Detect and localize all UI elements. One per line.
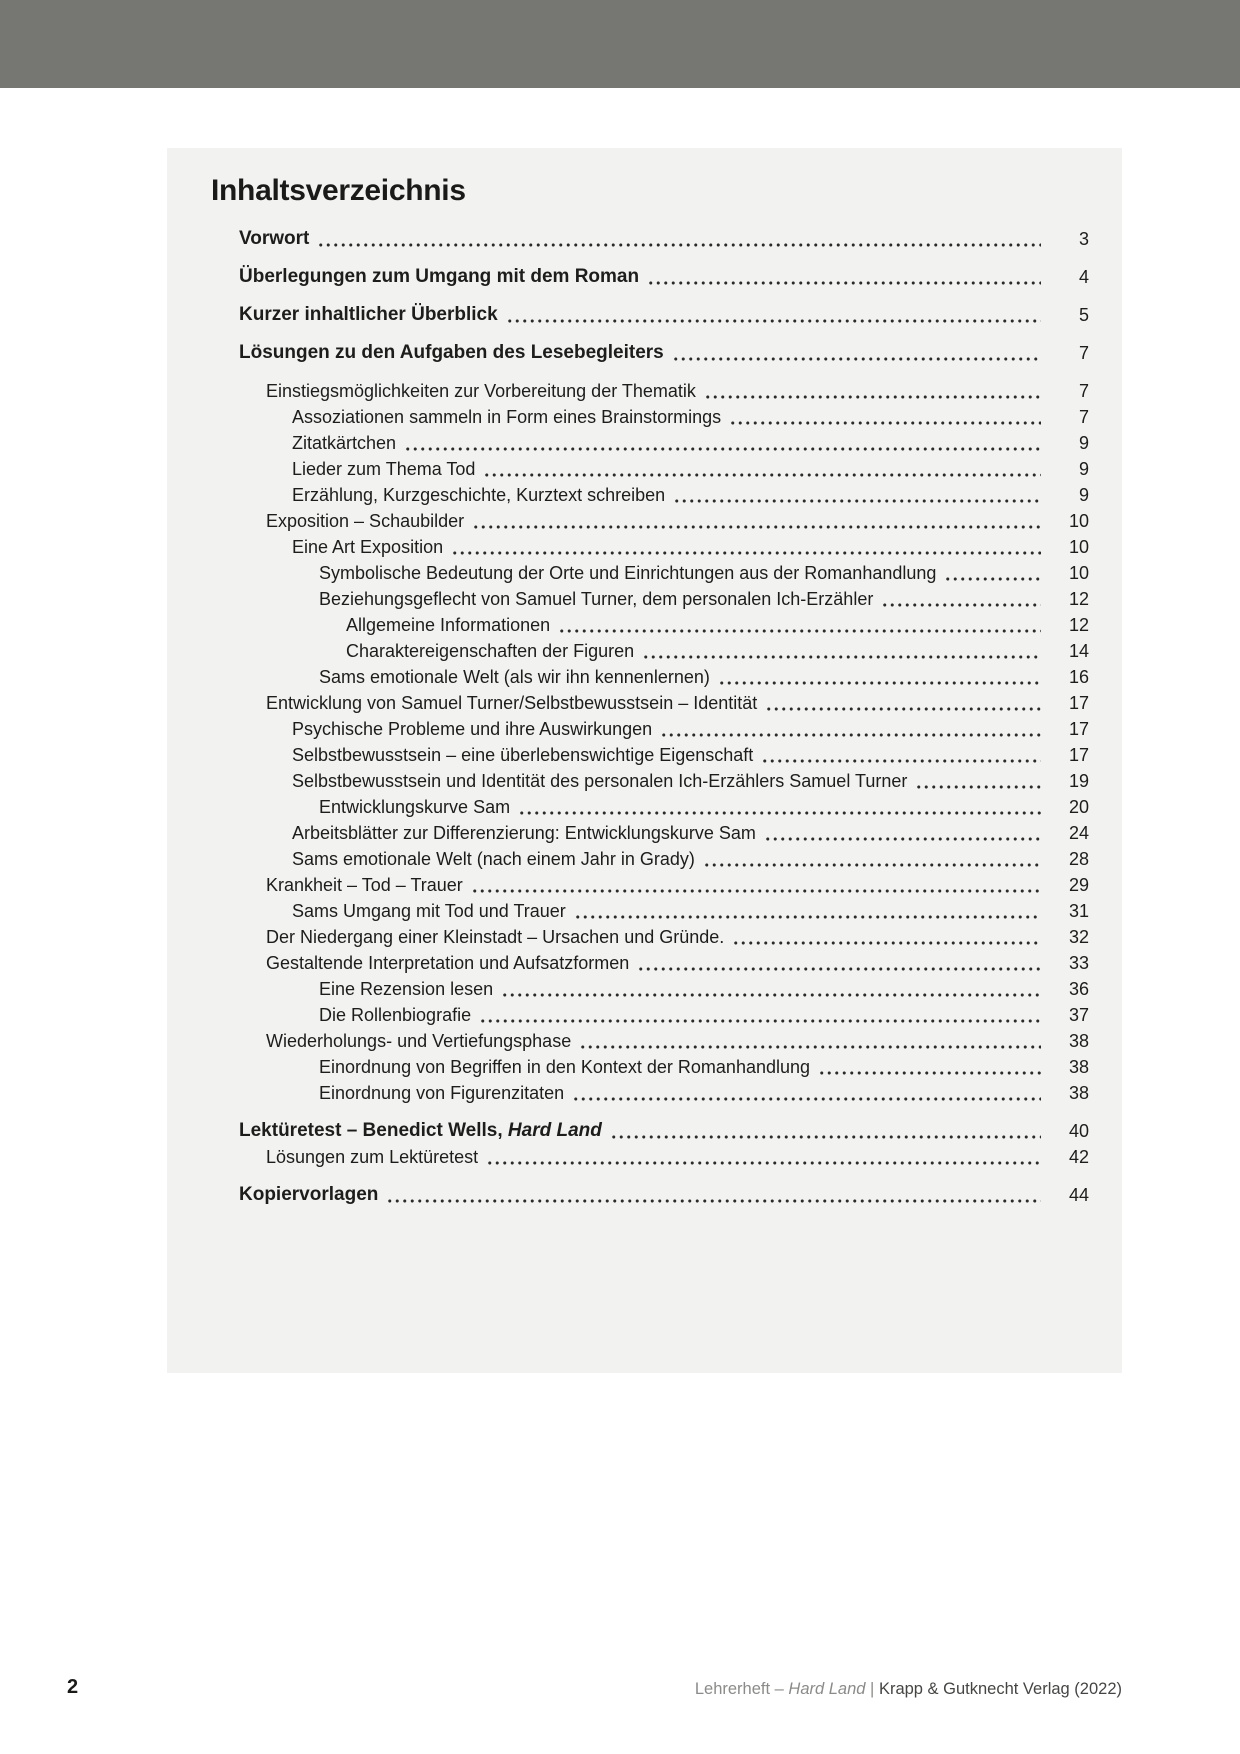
toc-entry	[239, 482, 1089, 508]
dot-leader	[506, 302, 1041, 328]
toc-entry-page: 9	[1078, 485, 1089, 505]
toc-entry	[239, 430, 1089, 456]
toc-entry-label: Wiederholungs- und Vertiefungsphase	[266, 1031, 572, 1051]
toc-entry-label: Einstiegsmöglichkeiten zur Vorbereitung der Thematik	[266, 381, 696, 401]
toc-entry-page: 37	[1068, 1005, 1089, 1025]
dot-leader	[704, 378, 1041, 404]
dot-leader	[471, 872, 1041, 898]
toc-entry-label: Entwicklung von Samuel Turner/Selbstbewusstsein – Identität	[266, 693, 758, 713]
toc-entry	[239, 794, 1089, 820]
toc-entry-label: Exposition – Schaubilder	[266, 511, 465, 531]
toc-entry-label: Überlegungen zum Umgang mit dem Roman	[239, 266, 640, 287]
toc-entry-label: Charaktereigenschaften der Figuren	[346, 641, 635, 661]
toc-panel	[167, 148, 1122, 1373]
toc-entry	[239, 716, 1089, 742]
toc-entry	[239, 1028, 1089, 1054]
dot-leader	[486, 1144, 1041, 1170]
toc-entry-label: Sams emotionale Welt (als wir ihn kennenlernen)	[319, 667, 710, 687]
dot-leader	[703, 846, 1041, 872]
dot-leader	[479, 1002, 1041, 1028]
dot-leader	[642, 638, 1041, 664]
toc-entry-page: 14	[1068, 641, 1089, 661]
footer-publisher: Krapp & Gutknecht Verlag (2022)	[878, 1680, 1122, 1698]
toc-entry-page: 17	[1068, 745, 1089, 765]
dot-leader	[610, 1118, 1041, 1144]
toc-entry-page: 9	[1078, 433, 1089, 453]
dot-leader	[404, 430, 1041, 456]
dot-leader	[944, 560, 1041, 586]
dot-leader	[637, 950, 1041, 976]
toc-entry	[239, 1182, 1089, 1208]
toc-entry-page: 44	[1068, 1185, 1089, 1205]
toc-entry	[239, 976, 1089, 1002]
toc-entry	[239, 612, 1089, 638]
toc-entry-label: Symbolische Bedeutung der Orte und Einrichtungen aus der Romanhandlung	[319, 563, 937, 583]
page-footer	[0, 1672, 1240, 1712]
toc-entry-label: Lektüretest – Benedict Wells, Hard Land	[239, 1120, 602, 1141]
toc-entry-label: Assoziationen sammeln in Form eines Brainstormings	[292, 407, 722, 427]
toc-entry-label: Die Rollenbiografie	[319, 1005, 472, 1025]
toc-entry-page: 12	[1068, 589, 1089, 609]
toc-entry	[239, 404, 1089, 430]
footer-separator: |	[865, 1680, 879, 1698]
footer-booklet-label: Lehrerheft –	[694, 1680, 789, 1698]
toc-entry-page: 7	[1078, 407, 1089, 427]
toc-entry-label: Sams emotionale Welt (nach einem Jahr in Grady)	[292, 849, 695, 869]
toc-entry-page: 24	[1068, 823, 1089, 843]
toc-entry	[239, 302, 1089, 328]
toc-entry-page: 10	[1068, 563, 1089, 583]
toc-entry	[239, 924, 1089, 950]
toc-entry-page: 16	[1068, 667, 1089, 687]
toc-entry-label: Kurzer inhaltlicher Überblick	[239, 304, 498, 325]
toc-entry-label: Selbstbewusstsein – eine überlebenswichtige Eigenschaft	[292, 745, 754, 765]
toc-entry-label: Arbeitsblätter zur Differenzierung: Entwicklungskurve Sam	[292, 823, 756, 843]
dot-leader	[647, 264, 1041, 290]
toc-entry	[239, 508, 1089, 534]
dot-leader	[764, 820, 1041, 846]
toc-entry-label: Zitatkärtchen	[292, 433, 397, 453]
toc-entry-page: 32	[1068, 927, 1089, 947]
toc-entry-label: Lösungen zum Lektüretest	[266, 1147, 479, 1167]
toc-entry	[239, 1144, 1089, 1170]
toc-entry-page: 7	[1078, 381, 1089, 401]
toc-entry	[239, 820, 1089, 846]
toc-entry-page: 7	[1078, 343, 1089, 363]
dot-leader	[483, 456, 1041, 482]
page-title: Inhaltsverzeichnis	[211, 174, 466, 207]
dot-leader	[881, 586, 1041, 612]
toc-entry-page: 40	[1068, 1121, 1089, 1141]
toc-entry-label: Eine Art Exposition	[292, 537, 444, 557]
header-band	[0, 0, 1240, 88]
toc-entry-page: 17	[1068, 693, 1089, 713]
toc-entry	[239, 1054, 1089, 1080]
toc-entry-label: Allgemeine Informationen	[346, 615, 551, 635]
toc-entry-page: 38	[1068, 1031, 1089, 1051]
dot-leader	[732, 924, 1041, 950]
toc-list	[211, 226, 1089, 1208]
toc-entry	[239, 690, 1089, 716]
toc-entry-page: 5	[1078, 305, 1089, 325]
toc-entry-label: Erzählung, Kurzgeschichte, Kurztext schreiben	[292, 485, 666, 505]
toc-entry-page: 19	[1068, 771, 1089, 791]
toc-entry-label: Lieder zum Thema Tod	[292, 459, 476, 479]
toc-entry-label: Selbstbewusstsein und Identität des personalen Ich-Erzählers Samuel Turner	[292, 771, 908, 791]
toc-entry-label: Der Niedergang einer Kleinstadt – Ursachen und Gründe.	[266, 927, 725, 947]
dot-leader	[572, 1080, 1041, 1106]
toc-entry	[239, 1002, 1089, 1028]
toc-entry-label: Vorwort	[239, 228, 310, 249]
toc-entry-label: Lösungen zu den Aufgaben des Lesebegleiters	[239, 342, 664, 363]
toc-entry-page: 10	[1068, 537, 1089, 557]
dot-leader	[765, 690, 1041, 716]
toc-entry-page: 20	[1068, 797, 1089, 817]
toc-entry	[239, 742, 1089, 768]
toc-entry-page: 17	[1068, 719, 1089, 739]
toc-entry	[239, 1118, 1089, 1144]
toc-entry-label: Einordnung von Figurenzitaten	[319, 1083, 565, 1103]
toc-entry	[239, 872, 1089, 898]
dot-leader	[660, 716, 1041, 742]
dot-leader	[761, 742, 1041, 768]
toc-entry-label: Sams Umgang mit Tod und Trauer	[292, 901, 566, 921]
toc-entry	[239, 846, 1089, 872]
toc-entry-page: 3	[1078, 229, 1089, 249]
toc-entry	[239, 1080, 1089, 1106]
dot-leader	[451, 534, 1041, 560]
toc-entry	[239, 664, 1089, 690]
toc-entry-page: 4	[1078, 267, 1089, 287]
toc-entry-label: Beziehungsgeflecht von Samuel Turner, dem personalen Ich-Erzähler	[319, 589, 874, 609]
toc-entry-page: 29	[1068, 875, 1089, 895]
toc-entry	[239, 378, 1089, 404]
toc-entry	[239, 586, 1089, 612]
toc-entry	[239, 340, 1089, 366]
toc-entry-label: Eine Rezension lesen	[319, 979, 494, 999]
toc-entry-page: 38	[1068, 1057, 1089, 1077]
dot-leader	[579, 1028, 1041, 1054]
toc-entry-label: Psychische Probleme und ihre Auswirkungen	[292, 719, 653, 739]
dot-leader	[915, 768, 1041, 794]
toc-entry	[239, 226, 1089, 252]
toc-entry-page: 12	[1068, 615, 1089, 635]
dot-leader	[518, 794, 1041, 820]
toc-entry-page: 10	[1068, 511, 1089, 531]
toc-entry-label: Gestaltende Interpretation und Aufsatzformen	[266, 953, 630, 973]
toc-entry-page: 28	[1068, 849, 1089, 869]
toc-entry	[239, 768, 1089, 794]
toc-entry-page: 31	[1068, 901, 1089, 921]
footer-page-number: 2	[67, 1676, 79, 1698]
dot-leader	[317, 226, 1041, 252]
dot-leader	[672, 340, 1041, 366]
toc-entry-label: Entwicklungskurve Sam	[319, 797, 511, 817]
footer-credit	[695, 1680, 1122, 1699]
dot-leader	[818, 1054, 1041, 1080]
toc-entry-page: 42	[1068, 1147, 1089, 1167]
toc-entry-label: Einordnung von Begriffen in den Kontext der Romanhandlung	[319, 1057, 811, 1077]
toc-entry	[239, 898, 1089, 924]
footer-book-title: Hard Land	[788, 1680, 866, 1698]
toc-entry	[239, 950, 1089, 976]
toc-entry-page: 33	[1068, 953, 1089, 973]
dot-leader	[558, 612, 1041, 638]
toc-entry	[239, 638, 1089, 664]
dot-leader	[472, 508, 1041, 534]
toc-entry-page: 9	[1078, 459, 1089, 479]
toc-entry	[239, 534, 1089, 560]
toc-entry-page: 38	[1068, 1083, 1089, 1103]
toc-entry-label: Kopiervorlagen	[239, 1184, 379, 1205]
toc-entry	[239, 456, 1089, 482]
dot-leader	[718, 664, 1041, 690]
dot-leader	[574, 898, 1041, 924]
toc-entry-label: Krankheit – Tod – Trauer	[266, 875, 463, 895]
toc-entry	[239, 264, 1089, 290]
dot-leader	[729, 404, 1041, 430]
dot-leader	[673, 482, 1041, 508]
toc-entry	[239, 560, 1089, 586]
dot-leader	[501, 976, 1041, 1002]
dot-leader	[386, 1182, 1041, 1208]
toc-entry-page: 36	[1068, 979, 1089, 999]
